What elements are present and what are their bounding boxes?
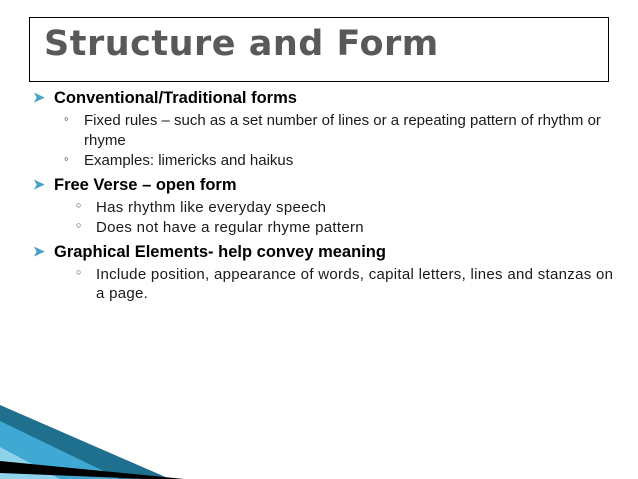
list-item-label: Conventional/Traditional forms	[54, 89, 297, 107]
page-title: Structure and Form	[44, 24, 439, 64]
arrow-bullet-icon: ➤	[33, 175, 45, 192]
list-item	[54, 111, 622, 150]
list-item-label: Include position, appearance of words, capital letters, lines and stanzas on a page.	[96, 265, 614, 303]
arrow-bullet-icon: ➤	[33, 89, 45, 105]
list-item-label: Does not have a regular rhyme pattern	[96, 219, 364, 237]
list-item	[16, 242, 622, 304]
list-item	[16, 175, 622, 238]
sub-bullet-list	[54, 265, 622, 304]
circle-bullet-icon: ○	[76, 220, 82, 231]
arrow-bullet-icon: ➤	[33, 242, 45, 259]
sub-bullet-list	[54, 111, 622, 171]
sub-bullet-list	[54, 198, 622, 238]
list-item-label: Graphical Elements- help convey meaning	[54, 242, 386, 261]
list-item	[54, 218, 622, 238]
bullet-list	[16, 88, 622, 304]
list-item-label: Free Verse – open form	[54, 175, 237, 194]
list-item	[54, 265, 622, 304]
title-placeholder	[29, 17, 609, 82]
list-item	[54, 151, 622, 171]
list-item	[16, 88, 622, 171]
ring-bullet-icon: ◦	[64, 151, 69, 167]
ring-bullet-icon: ◦	[64, 111, 69, 127]
circle-bullet-icon: ○	[76, 199, 82, 210]
slide-body	[16, 88, 622, 308]
list-item-label: Examples: limericks and haikus	[84, 152, 294, 170]
bottom-left-ribbon-icon	[0, 387, 638, 479]
list-item	[54, 198, 622, 218]
list-item-label: Fixed rules – such as a set number of lines or a repeating pattern of rhythm or rhyme	[84, 112, 601, 149]
circle-bullet-icon: ○	[76, 266, 82, 277]
list-item-label: Has rhythm like everyday speech	[96, 198, 327, 216]
